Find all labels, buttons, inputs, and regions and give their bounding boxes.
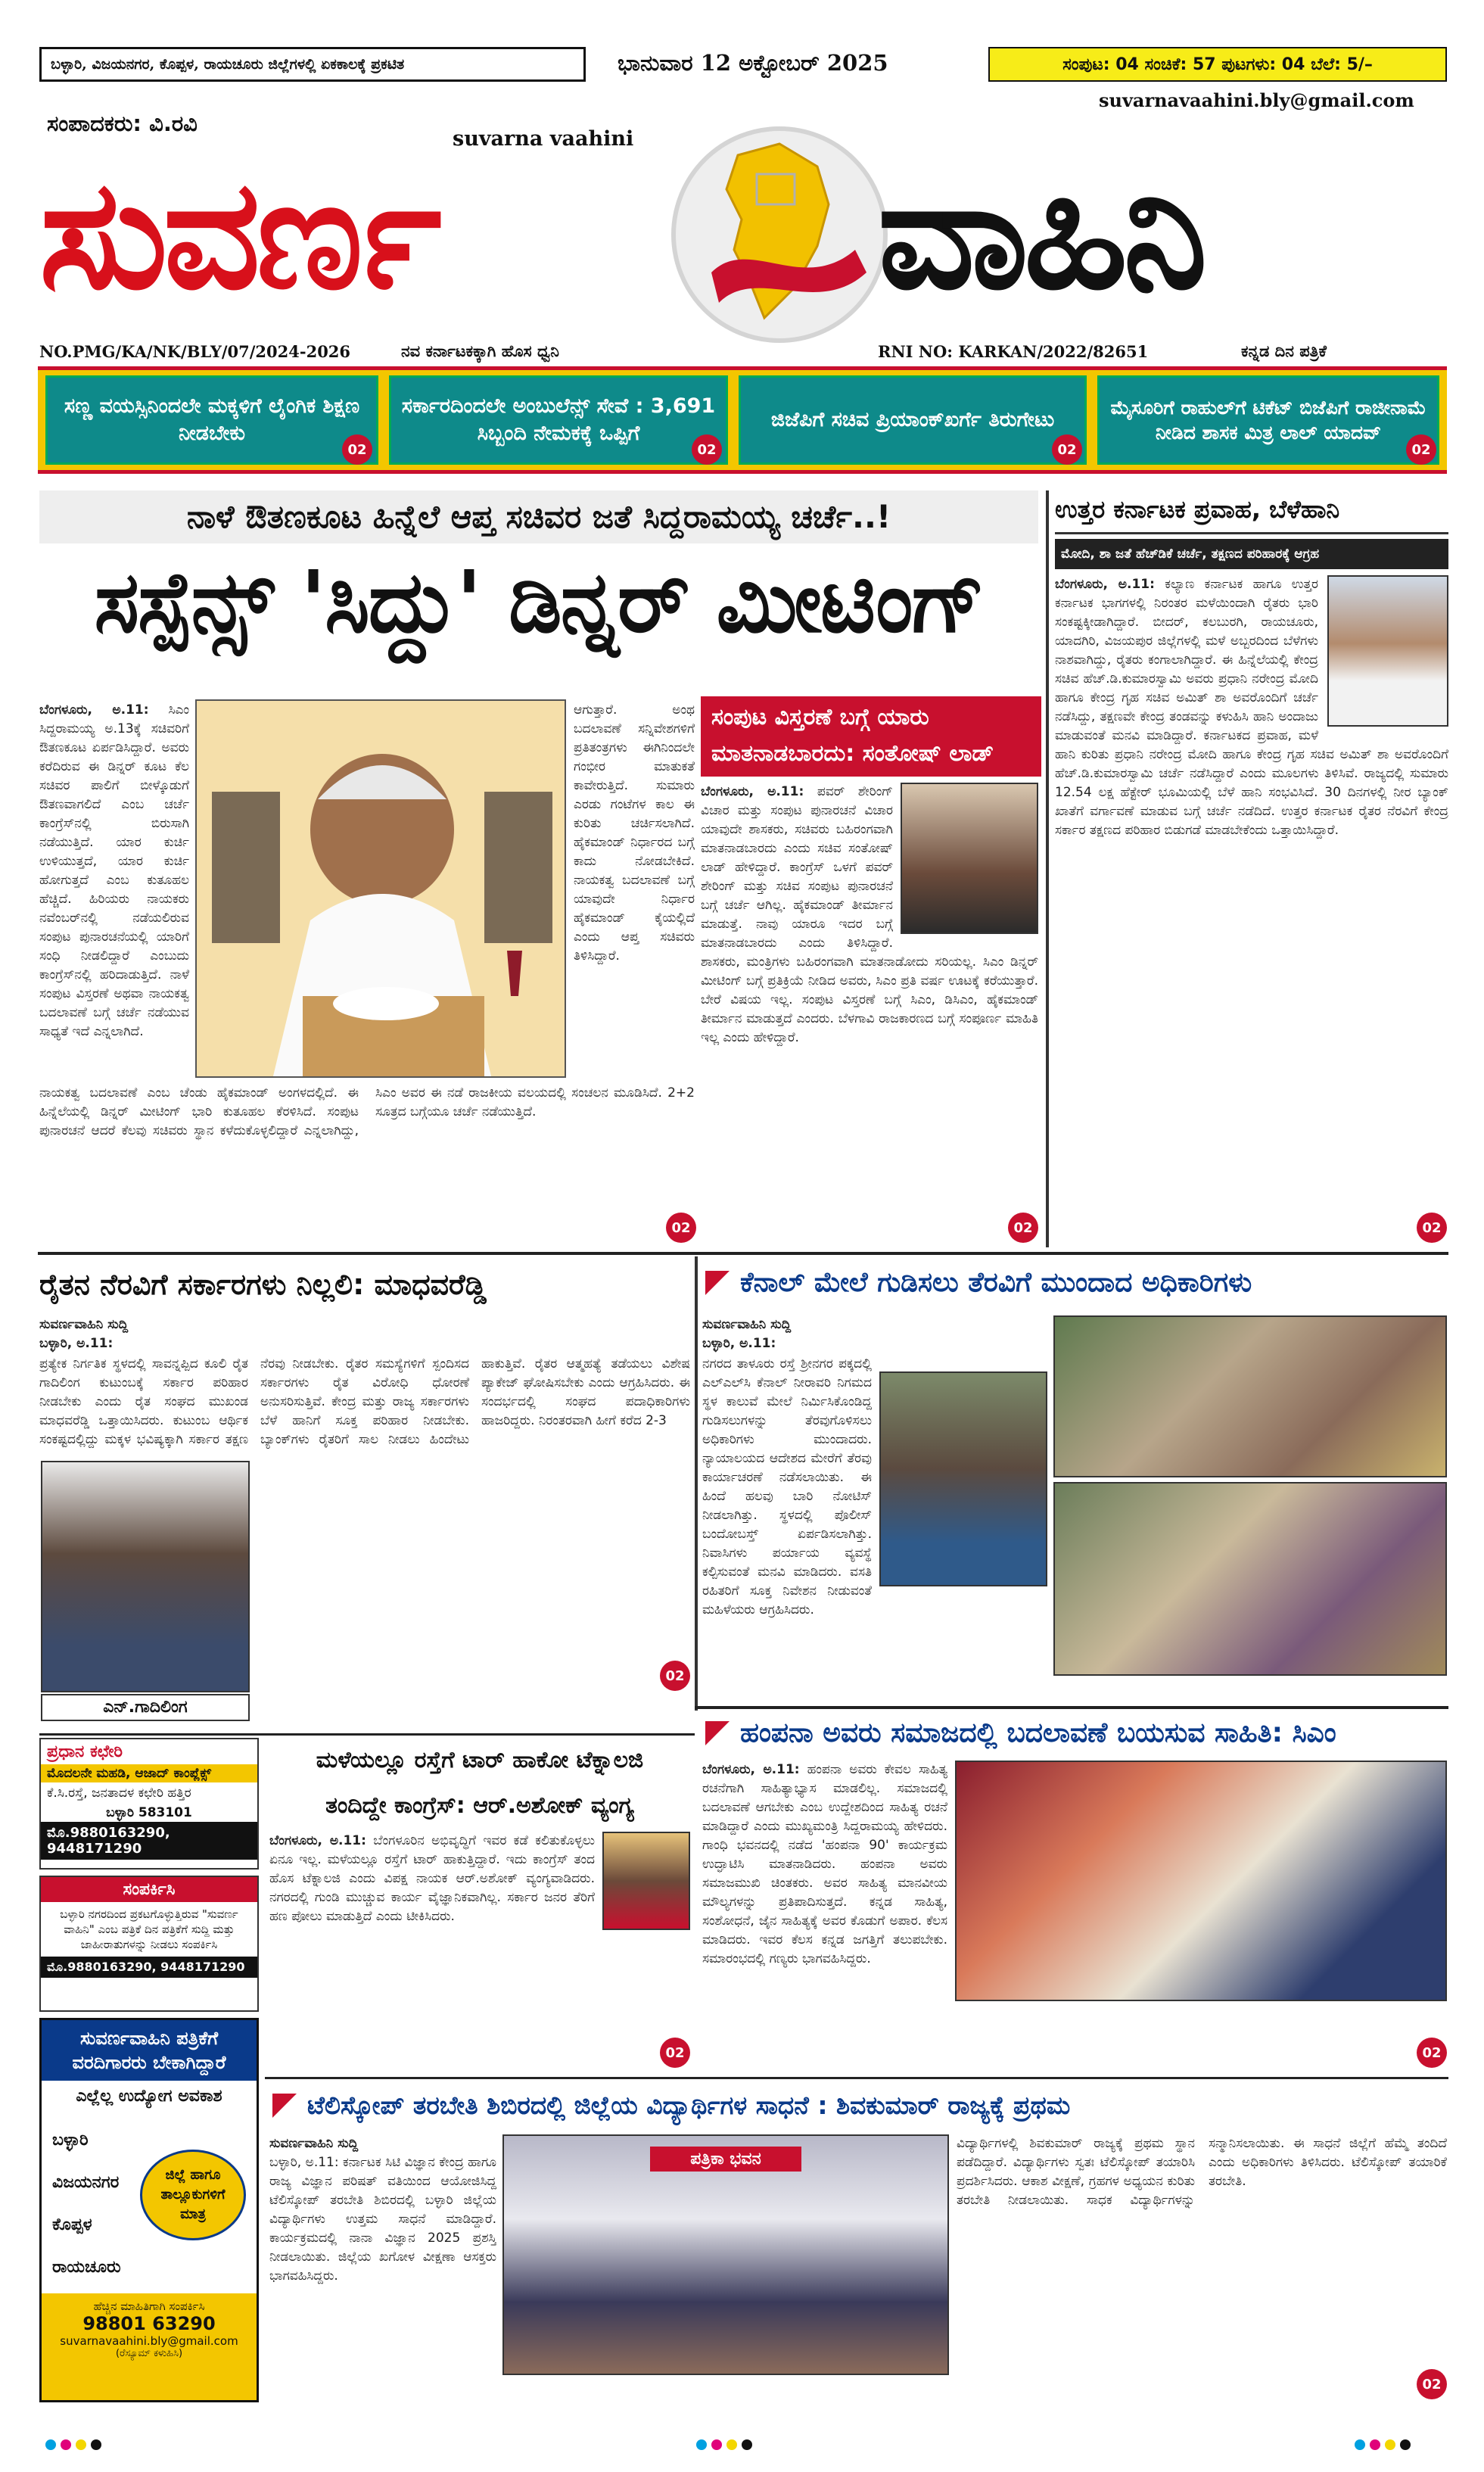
office-phone[interactable]: ಮೊ.9880163290, 9448171290 [41,1822,257,1860]
hampana-title [702,1712,1447,1754]
teaser-4-page-badge: 02 [1406,434,1436,465]
paper-type: ಕನ್ನಡ ದಿನ ಪತ್ರಿಕೆ [1241,342,1327,360]
section-rule-4 [265,2077,1448,2079]
lead-body-left [39,701,189,1079]
santhosh-dateline: ಬೆಂಗಳೂರು, ಅ.11: [701,784,804,799]
teaser-3[interactable] [739,375,1087,465]
telescope-title [269,2083,1447,2128]
office-line-3: ಬಳ್ಳಾರಿ 583101 [106,1805,192,1820]
teaser-2-text: ಸರ್ಕಾರದಿಂದಲೇ ಅಂಬುಲೆನ್ಸ್ ಸೇವೆ : 3,691 ಸಿಬ್ಬಂದಿ ನೇಮಕಕ್ಕೆ ಒಪ್ಪಿಗೆ [401,394,716,445]
edition-tagline: ಬಳ್ಳಾರಿ, ವಿಜಯನಗರ, ಕೊಪ್ಪಳ, ರಾಯಚೂರು ಜಿಲ್ಲೆಗಳಲ್ಲಿ ಏಕಕಾಲಕ್ಕೆ ಪ್ರಕಟಿತ [39,47,586,82]
santhosh-page-badge: 02 [1008,1213,1038,1243]
recruit-title [42,2020,257,2081]
lead-dateline: ಬೆಂಗಳೂರು, ಅ.11: [39,702,149,718]
issue-date: ಭಾನುವಾರ 12 ಅಕ್ಟೋಬರ್ 2025 [618,50,888,76]
teaser-4-text: ಮೈಸೂರಿಗೆ ರಾಹುಲ್‌ಗೆ ಟಿಕೆಟ್ ಬಿಜೆಪಿಗೆ ರಾಜೀನಾಮೆ ನೀಡಿದ ಶಾಸಕ ಮಿತ್ರ ಲಾಲ್ ಯಾದವ್ [1110,397,1426,444]
hdk-photo [1327,575,1448,727]
north-page-badge: 02 [1417,1213,1447,1243]
recruit-district-4: ರಾಯಚೂರು [52,2258,121,2277]
canal-source-text: ಸುವರ್ಣವಾಹಿನಿ ಸುದ್ದಿ [702,1317,792,1332]
ashok-title-line-2: ತಂದಿದ್ದೇ ಕಾಂಗ್ರೆಸ್: ಆರ್.ಅಶೋಕ್ ವ್ಯಂಗ್ಯ [325,1792,634,1819]
ashok-title-line-1: ಮಳೆಯಲ್ಲೂ ರಸ್ತೆಗೆ ಟಾರ್ ಹಾಕೋ ಟೆಕ್ನಾಲಜಿ [316,1747,644,1773]
ashok-photo [602,1832,690,1930]
telescope-body-left-text: ಬಳ್ಳಾರಿ, ಅ.11: ಕರ್ನಾಟಕ ಸಿಟಿ ವಿಜ್ಞಾನ ಕೇಂದ್ರ ಹಾಗೂ ರಾಜ್ಯ ವಿಜ್ಞಾನ ಪರಿಷತ್ ವತಿಯಿಂದ ಆಯೋಜಿಸಿದ್ದ ಟೆಲಿಸ್ಕೋಪ್ ತರಬೇತಿ ಶಿಬಿರದಲ್ಲಿ ಬಳ್ಳಾರಿ ಜಿಲ್ಲೆಯ ವಿದ್ಯಾರ್ಥಿಗಳು ಉತ್ತಮ ಸಾಧನೆ ಮಾಡಿದ್ದಾರೆ. ಕಾರ್ಯಕ್ರಮದಲ್ಲಿ ನಾನಾ ವಿಜ್ಞಾನ 2025 ಪ್ರಶಸ್ತಿ ನೀಡಲಾಯಿತು. ಜಿಲ್ಲೆಯ ಖಗೋಳ ವೀಕ್ಷಣಾ ಆಸಕ್ತರು ಭಾಗವಹಿಸಿದ್ದರು. [269,2155,496,2284]
office-line-2: ಕೆ.ಸಿ.ರಸ್ತೆ, ಜನತಾದಳ ಕಛೇರಿ ಹತ್ತಿರ [47,1786,191,1801]
hampana-body [702,1761,947,2068]
rni-no: RNI NO: KARKAN/2022/82651 [878,342,1149,361]
telescope-body-left [269,2134,496,2401]
north-title: ಉತ್ತರ ಕರ್ನಾಟಕ ಪ್ರವಾಹ, ಬೆಳೆಹಾನಿ [1055,495,1448,534]
recruit-districts [42,2112,257,2293]
teaser-1-text: ಸಣ್ಣ ವಯಸ್ಸಿನಿಂದಲೇ ಮಕ್ಕಳಿಗೆ ಲೈಂಗಿಕ ಶಿಕ್ಷಣ ನೀಡಬೇಕು [64,394,360,445]
teaser-3-page-badge: 02 [1052,434,1082,465]
brand-small: suvarna vaahini [453,127,634,151]
title-part-1: ಸುವರ್ಣ [39,147,437,323]
cm-dinner-cartoon-icon [197,701,566,1078]
contact-title: ಸಂಪರ್ಕಿಸಿ [41,1877,257,1902]
farmer-page-badge: 02 [660,1661,690,1691]
recruit-title-line-1: ಸುವರ್ಣವಾಹಿನಿ ಪತ್ರಿಕೆಗೆ [79,2028,219,2049]
registration-no: NO.PMG/KA/NK/BLY/07/2024-2026 [39,342,351,361]
farmer-source-text: ಸುವರ್ಣವಾಹಿನಿ ಸುದ್ದಿ [39,1317,129,1332]
telescope-banner: ಪತ್ರಿಕಾ ಭವನ [650,2147,801,2172]
santhosh-lad-photo [901,783,1038,934]
santhosh-title: ಸಂಪುಟ ವಿಸ್ತರಣೆ ಬಗ್ಗೆ ಯಾರು ಮಾತನಾಡಬಾರದು: ಸಂತೋಷ್ ಲಾಡ್ [701,696,1041,777]
registration-marks-right [1355,2439,1415,2453]
section-rule-3 [39,1733,695,1736]
canal-title [702,1261,1447,1305]
hampana-photo [955,1761,1447,2001]
contact-email[interactable]: suvarnavaahini.bly@gmail.com [1099,89,1414,111]
lead-body-left-text: ಸಿಎಂ ಸಿದ್ದರಾಮಯ್ಯ ಅ.13ಕ್ಕೆ ಸಚಿವರಿಗೆ ಔತಣಕೂಟ ಏರ್ಪಡಿಸಿದ್ದಾರೆ. ಅವರು ಕರೆದಿರುವ ಈ ಡಿನ್ನರ್ ಕೂಟ ಕೆಲ ಸಚಿವರ ಪಾಲಿಗೆ ಬೀಳ್ಕೊಡುಗೆ ಔತಣವಾಗಲಿದೆ ಎಂಬ ಚರ್ಚೆ ಕಾಂಗ್ರೆಸ್‌ನಲ್ಲಿ ಬಿರುಸಾಗಿ ನಡೆಯುತ್ತಿದೆ. ಯಾರ ಕುರ್ಚಿ ಉಳಿಯುತ್ತದೆ, ಯಾರ ಕುರ್ಚಿ ಹೋಗುತ್ತದೆ ಎಂಬ ಕುತೂಹಲ ಹೆಚ್ಚಿದೆ. ಹಿರಿಯರು ನಾಯಕರು ನವೆಂಬರ್‌ನಲ್ಲಿ ನಡೆಯಲಿರುವ ಸಂಪುಟ ಪುನಾರಚನೆಯಲ್ಲಿ ಯಾರಿಗೆ ಸಂಧಿ ನೀಡಲಿದ್ದಾರೆ ಎಂಬುದು ಕಾಂಗ್ರೆಸ್‌ನಲ್ಲಿ ಹರಿದಾಡುತ್ತಿದೆ. ನಾಳೆ ಸಂಪುಟ ವಿಸ್ತರಣೆ ಅಥವಾ ನಾಯಕತ್ವ ಬದಲಾವಣೆ ಬಗ್ಗೆ ಚರ್ಚೆ ನಡೆಯುವ ಸಾಧ್ಯತೆ ಇದೆ ಎನ್ನಲಾಗಿದೆ. [39,702,189,1039]
recruit-more: ಹೆಚ್ಚಿನ ಮಾಹಿತಿಗಾಗಿ ಸಂಪರ್ಕಿಸಿ [93,2299,205,2313]
recruit-email[interactable]: suvarnavaahini.bly@gmail.com [60,2334,238,2348]
column-divider-2 [695,1256,698,1711]
teaser-2[interactable] [389,375,728,465]
ashok-title [269,1738,690,1829]
ashok-page-badge: 02 [660,2038,690,2068]
recruit-note: (ರೆಸ್ಯೂಮ್ ಕಳುಹಿಸಿ) [115,2348,183,2359]
telescope-source: ಸುವರ್ಣವಾಹಿನಿ ಸುದ್ದಿ [269,2136,359,2151]
recruit-district-3: ಕೊಪ್ಪಳ [52,2215,92,2234]
office-title: ಪ್ರಧಾನ ಕಛೇರಿ [47,1742,123,1761]
office-box [39,1738,259,1870]
farmer-photo-caption: ಎನ್.ಗಾದಿಲಿಂಗ [41,1694,250,1721]
canal-photo-bottom [1053,1482,1447,1676]
office-line-1: ಮೊದಲನೇ ಮಹಡಿ, ಆಜಾದ್ ಕಾಂಪ್ಲೆಕ್ಸ್ [41,1764,257,1782]
triangle-marker-icon-2 [702,1718,733,1748]
editor-name: ಸಂಪಾದಕರು: ವಿ.ರವಿ [47,111,198,136]
triangle-marker-icon-3 [269,2091,300,2121]
recruit-phone[interactable]: 98801 63290 [82,2313,216,2334]
farmer-body: ಪ್ರತ್ಯೇಕ ನಿರ್ಗತಿಕ ಸ್ಥಳದಲ್ಲಿ ಸಾವನ್ನಪ್ಪಿದ ಕೂಲಿ ರೈತ ಗಾದಿಲಿಂಗ ಕುಟುಂಬಕ್ಕೆ ಸರ್ಕಾರ ಪರಿಹಾರ ನೀಡಬೇಕು ಎಂದು ರೈತ ಸಂಘದ ಮುಖಂಡ ಮಾಧವರೆಡ್ಡಿ ಒತ್ತಾಯಿಸಿದರು. ಕುಟುಂಬ ಆರ್ಥಿಕ ಸಂಕಷ್ಟದಲ್ಲಿದ್ದು ಮಕ್ಕಳ ಭವಿಷ್ಯಕ್ಕಾಗಿ ಸರ್ಕಾರ ತಕ್ಷಣ ನೆರವು ನೀಡಬೇಕು. ರೈತರ ಸಮಸ್ಯೆಗಳಿಗೆ ಸ್ಪಂದಿಸದ ಸರ್ಕಾರಗಳು ರೈತ ವಿರೋಧಿ ಧೋರಣೆ ಅನುಸರಿಸುತ್ತಿವೆ. ಕೇಂದ್ರ ಮತ್ತು ರಾಜ್ಯ ಸರ್ಕಾರಗಳು ಬೆಳೆ ಹಾನಿಗೆ ಸೂಕ್ತ ಪರಿಹಾರ ನೀಡಬೇಕು. ಬ್ಯಾಂಕ್‌ಗಳು ರೈತರಿಗೆ ಸಾಲ ನೀಡಲು ಹಿಂದೇಟು ಹಾಕುತ್ತಿವೆ. ರೈತರ ಆತ್ಮಹತ್ಯೆ ತಡೆಯಲು ವಿಶೇಷ ಪ್ಯಾಕೇಜ್ ಘೋಷಿಸಬೇಕು ಎಂದು ಆಗ್ರಹಿಸಿದರು. ಈ ಸಂದರ್ಭದಲ್ಲಿ ಸಂಘದ ಪದಾಧಿಕಾರಿಗಳು ಹಾಜರಿದ್ದರು. ನಿರಂತರವಾಗಿ ಹೀಗೆ ಕರೆದ 2-3 [39,1356,690,1447]
lead-page-badge: 02 [666,1213,696,1243]
north-dateline: ಬೆಂಗಳೂರು, ಅ.11: [1055,577,1155,592]
canal-title-text: ಕೆನಾಲ್ ಮೇಲೆ ಗುಡಿಸಲು ತೆರವಿಗೆ ಮುಂದಾದ ಅಧಿಕಾರಿಗಳು [740,1267,1252,1298]
canal-body: ನಗರದ ತಾಳೂರು ರಸ್ತೆ ಶ್ರೀನಗರ ಪಕ್ಕದಲ್ಲಿ ಎಲ್‌ಎಲ್‌ಸಿ ಕೆನಾಲ್ ನೀರಾವರಿ ನಿಗಮದ ಸ್ಥಳ ಕಾಲುವೆ ಮೇಲೆ ನಿರ್ಮಿಸಿಕೊಂಡಿದ್ದ ಗುಡಿಸಲುಗಳನ್ನು ತೆರವುಗೊಳಿಸಲು ಅಧಿಕಾರಿಗಳು ಮುಂದಾದರು. ನ್ಯಾಯಾಲಯದ ಆದೇಶದ ಮೇರೆಗೆ ತೆರವು ಕಾರ್ಯಾಚರಣೆ ನಡೆಸಲಾಯಿತು. ಈ ಹಿಂದೆ ಹಲವು ಬಾರಿ ನೋಟಿಸ್ ನೀಡಲಾಗಿತ್ತು. ಸ್ಥಳದಲ್ಲಿ ಪೊಲೀಸ್ ಬಂದೋಬಸ್ತ್ ಏರ್ಪಡಿಸಲಾಗಿತ್ತು. ನಿವಾಸಿಗಳು ಪರ್ಯಾಯ ವ್ಯವಸ್ಥೆ ಕಲ್ಪಿಸುವಂತೆ ಮನವಿ ಮಾಡಿದರು. ವಸತಿ ರಹಿತರಿಗೆ ಸೂಕ್ತ ನಿವೇಶನ ನೀಡುವಂತೆ ಮಹಿಳೆಯರು ಆಗ್ರಹಿಸಿದರು. [702,1356,872,1617]
lead-headline: ಸಸ್ಪೆನ್ಸ್ 'ಸಿದ್ದು' ಡಿನ್ನರ್ ಮೀಟಿಂಗ್ [94,553,984,652]
farmer-photo [41,1461,250,1692]
recruit-sub: ಎಲ್ಲೆಲ್ಲ ಉದ್ಯೋಗ ಅವಕಾಶ [42,2081,257,2112]
recruit-district-2: ವಿಜಯನಗರ [52,2173,120,2192]
canal-photo-top [1053,1315,1447,1477]
recruit-oval: ಜಿಲ್ಲೆ ಹಾಗೂ ತಾಲ್ಲೂಕುಗಳಿಗೆ ಮಾತ್ರ [140,2150,246,2240]
contact-phone[interactable]: ಮೊ.9880163290, 9448171290 [41,1957,257,1978]
santhosh-text: ಪವರ್ ಶೇರಿಂಗ್ ವಿಚಾರ ಮತ್ತು ಸಂಪುಟ ಪುನಾರಚನೆ ವಿಚಾರ ಯಾವುದೇ ಶಾಸಕರು, ಸಚಿವರು ಬಹಿರಂಗವಾಗಿ ಮಾತನಾಡಬಾರದು ಎಂದು ಸಚಿವ ಸಂತೋಷ್ ಲಾಡ್ ಹೇಳಿದ್ದಾರೆ. ಕಾಂಗ್ರೆಸ್ ಒಳಗೆ ಪವರ್ ಶೇರಿಂಗ್ ಮತ್ತು ಸಚಿವ ಸಂಪುಟ ಪುನಾರಚನೆ ಬಗ್ಗೆ ಚರ್ಚೆ ಆಗಿಲ್ಲ. ಹೈಕಮಾಂಡ್ ತೀರ್ಮಾನ ಮಾಡುತ್ತೆ. ನಾವು ಯಾರೂ ಇದರ ಬಗ್ಗೆ ಮಾತನಾಡಬಾರದು ಎಂದು ತಿಳಿಸಿದ್ದಾರೆ. ಶಾಸಕರು, ಮಂತ್ರಿಗಳು ಬಹಿರಂಗವಾಗಿ ಮಾತನಾಡೋದು ಸರಿಯಲ್ಲ. ಸಿಎಂ ಡಿನ್ನರ್ ಮೀಟಿಂಗ್ ಬಗ್ಗೆ ಪ್ರತಿಕ್ರಿಯೆ ನೀಡಿದ ಅವರು, ಸಿಎಂ ಪ್ರತಿ ವರ್ಷ ಊಟಕ್ಕೆ ಕರೆಯುತ್ತಾರೆ. ಬೇರೆ ವಿಷಯ ಇಲ್ಲ. ಸಂಪುಟ ವಿಸ್ತರಣೆ ಬಗ್ಗೆ ಸಿಎಂ, ಡಿಸಿಎಂ, ಹೈಕಮಾಂಡ್ ತೀರ್ಮಾನ ಮಾಡುತ್ತದೆ ಎಂದರು. ಬೆಳಗಾವಿ ರಾಜಕಾರಣದ ಬಗ್ಗೆ ಸಂಪೂರ್ಣ ಮಾಹಿತಿ ಇಲ್ಲ ಎಂದು ಹೇಳಿದ್ದಾರೆ. [701,784,1038,1045]
section-rule-2 [695,1706,1448,1709]
north-subtitle: ಮೋದಿ, ಶಾ ಜತೆ ಹೆಚ್‌ಡಿಕೆ ಚರ್ಚೆ, ತಕ್ಷಣದ ಪರಿಹಾರಕ್ಕೆ ಆಗ್ರಹ [1055,539,1448,569]
contact-body: ಬಳ್ಳಾರಿ ನಗರದಿಂದ ಪ್ರಕಟಗೊಳ್ಳುತ್ತಿರುವ "ಸುವರ್ಣ ವಾಹಿನಿ" ಎಂಬ ಪತ್ರಿಕೆ ದಿನ ಪತ್ರಿಕೆಗೆ ಸುದ್ದಿ ಮತ್ತು ಜಾಹೀರಾತುಗಳನ್ನು ನೀಡಲು ಸಂಪರ್ಕಿಸಿ [60,1907,238,1951]
slogan: ನವ ಕರ್ನಾಟಕಕ್ಕಾಗಿ ಹೊಸ ಧ್ವನಿ [401,342,559,360]
north-body [1055,575,1448,1219]
section-rule [38,1252,1448,1255]
hampana-dateline: ಬೆಂಗಳೂರು, ಅ.11: [702,1762,800,1777]
north-text: ಕಲ್ಯಾಣ ಕರ್ನಾಟಕ ಹಾಗೂ ಉತ್ತರ ಕರ್ನಾಟಕ ಭಾಗಗಳಲ್ಲಿ ನಿರಂತರ ಮಳೆಯಿಂದಾಗಿ ರೈತರು ಭಾರಿ ಸಂಕಷ್ಟಕ್ಕೀಡಾಗಿದ್ದಾರೆ. ಬೀದರ್, ಕಲಬುರಗಿ, ರಾಯಚೂರು, ಯಾದಗಿರಿ, ವಿಜಯಪುರ ಜಿಲ್ಲೆಗಳಲ್ಲಿ ಮಳೆ ಅಬ್ಬರದಿಂದ ಬೆಳೆಗಳು ನಾಶವಾಗಿದ್ದು, ರೈತರು ಕಂಗಾಲಾಗಿದ್ದಾರೆ. ಈ ಹಿನ್ನೆಲೆಯಲ್ಲಿ ಕೇಂದ್ರ ಸಚಿವ ಹೆಚ್.ಡಿ.ಕುಮಾರಸ್ವಾಮಿ ಅವರು ಪ್ರಧಾನಿ ನರೇಂದ್ರ ಮೋದಿ ಹಾಗೂ ಕೇಂದ್ರ ಗೃಹ ಸಚಿವ ಅಮಿತ್ ಶಾ ಅವರೊಂದಿಗೆ ಚರ್ಚೆ ನಡೆಸಿದ್ದು, ತಕ್ಷಣವೇ ಕೇಂದ್ರ ತಂಡವನ್ನು ಕಳುಹಿಸಿ ಹಾನಿ ಅಂದಾಜು ಮಾಡುವಂತೆ ಮನವಿ ಮಾಡಿದ್ದಾರೆ. ಕರ್ನಾಟಕದ ಪ್ರವಾಹ, ಮಳೆ ಹಾನಿ ಕುರಿತು ಪ್ರಧಾನಿ ನರೇಂದ್ರ ಮೋದಿ ಹಾಗೂ ಕೇಂದ್ರ ಗೃಹ ಸಚಿವ ಅಮಿತ್ ಶಾ ಅವರೊಂದಿಗೆ ಹೆಚ್.ಡಿ.ಕುಮಾರಸ್ವಾಮಿ ಚರ್ಚೆ ನಡೆಸಿದ್ದಾರೆ ಎಂದು ಮೂಲಗಳು ತಿಳಿಸಿವೆ. ರಾಜ್ಯದಲ್ಲಿ ಸುಮಾರು 12.54 ಲಕ್ಷ ಹೆಕ್ಟೇರ್ ಭೂಮಿಯಲ್ಲಿ ಬೆಳೆ ಹಾನಿ ಸಂಭವಿಸಿದೆ. 30 ದಿನಗಳಲ್ಲಿ ನೀರ ಬ್ಯಾಂಕ್ ಖಾತೆಗೆ ವರ್ಗಾವಣೆ ಮಾಡುವ ಬಗ್ಗೆ ಚರ್ಚೆ ನಡೆದಿದೆ. ಉತ್ತರ ಕರ್ನಾಟಕ ರೈತರ ನೆರವಿಗೆ ಕೇಂದ್ರ ಸರ್ಕಾರ ತಕ್ಷಣದ ಪರಿಹಾರ ಬಿಡುಗಡೆ ಮಾಡಬೇಕೆಂದು ಒತ್ತಾಯಿಸಿದ್ದಾರೆ. [1055,577,1448,838]
telescope-body-right: ವಿದ್ಯಾರ್ಥಿಗಳಲ್ಲಿ ಶಿವಕುಮಾರ್ ರಾಜ್ಯಕ್ಕೆ ಪ್ರಥಮ ಸ್ಥಾನ ಪಡೆದಿದ್ದಾರೆ. ವಿದ್ಯಾರ್ಥಿಗಳು ಸ್ವತಃ ಟೆಲಿಸ್ಕೋಪ್ ತಯಾರಿಸಿ ಪ್ರದರ್ಶಿಸಿದರು. ಆಕಾಶ ವೀಕ್ಷಣೆ, ಗ್ರಹಗಳ ಅಧ್ಯಯನ ಕುರಿತು ತರಬೇತಿ ನೀಡಲಾಯಿತು. ಸಾಧಕ ವಿದ್ಯಾರ್ಥಿಗಳನ್ನು ಸನ್ಮಾನಿಸಲಾಯಿತು. ಈ ಸಾಧನೆ ಜಿಲ್ಲೆಗೆ ಹೆಮ್ಮೆ ತಂದಿದೆ ಎಂದು ಅಧಿಕಾರಿಗಳು ತಿಳಿಸಿದರು. ಟೆಲಿಸ್ಕೋಪ್ ತಯಾರಿಕೆ ತರಬೇತಿ. [957,2136,1447,2208]
canal-photo-left [879,1371,1047,1586]
contact-box [39,1876,259,2012]
ashok-text: ಬೆಂಗಳೂರಿನ ಅಭಿವೃದ್ಧಿಗೆ ಇವರ ಕಡೆ ಕಲಿತುಕೊಳ್ಳಲು ಏನೂ ಇಲ್ಲ. ಮಳೆಯಲ್ಲೂ ರಸ್ತೆಗೆ ಟಾರ್ ಹಾಕುತ್ತಿದ್ದಾರೆ. ಇದು ಕಾಂಗ್ರೆಸ್ ತಂದ ಹೊಸ ಟೆಕ್ನಾಲಜಿ ಎಂದು ವಿಪಕ್ಷ ನಾಯಕ ಆರ್.ಅಶೋಕ್ ವ್ಯಂಗ್ಯವಾಡಿದರು. ನಗರದಲ್ಲಿ ಗುಂಡಿ ಮುಚ್ಚುವ ಕಾರ್ಯ ವೈಜ್ಞಾನಿಕವಾಗಿಲ್ಲ. ಸರ್ಕಾರ ಜನರ ತೆರಿಗೆ ಹಣ ಪೋಲು ಮಾಡುತ್ತಿದೆ ಎಂದು ಟೀಕಿಸಿದರು. [269,1833,595,1924]
farmer-dateline: ಬಳ್ಳಾರಿ, ಅ.11: [39,1336,114,1351]
hampana-page-badge: 02 [1417,2038,1447,2068]
telescope-title-text: ಟೆಲಿಸ್ಕೋಪ್ ತರಬೇತಿ ಶಿಬಿರದಲ್ಲಿ ಜಿಲ್ಲೆಯ ವಿದ್ಯಾರ್ಥಿಗಳ ಸಾಧನೆ : ಶಿವಕುಮಾರ್ ರಾಜ್ಯಕ್ಕೆ ಪ್ರಥಮ [307,2091,1071,2120]
lead-cartoon [195,699,566,1078]
registration-marks-center [696,2439,757,2453]
canal-source [702,1315,1005,1353]
title-part-2: ವಾಹಿನಿ [878,147,1203,323]
teaser-2-page-badge: 02 [692,434,722,465]
telescope-photo [502,2134,949,2375]
santhosh-body [701,783,1038,1217]
lead-kicker: ನಾಳೆ ಔತಣಕೂಟ ಹಿನ್ನೆಲೆ ಆಪ್ತ ಸಚಿವರ ಜತೆ ಸಿದ್ದರಾಮಯ್ಯ ಚರ್ಚೆ..! [39,490,1038,543]
column-divider [1046,490,1049,1247]
hampana-title-text: ಹಂಪನಾ ಅವರು ಸಮಾಜದಲ್ಲಿ ಬದಲಾವಣೆ ಬಯಸುವ ಸಾಹಿತಿ: ಸಿಎಂ [740,1717,1336,1748]
triangle-marker-icon [702,1268,733,1298]
teaser-4[interactable] [1097,375,1439,465]
canal-dateline: ಬಳ್ಳಾರಿ, ಅ.11: [702,1336,776,1351]
ashok-body [269,1832,690,2072]
teaser-1-page-badge: 02 [342,434,372,465]
recruit-box [39,2018,259,2402]
recruit-district-1: ಬಳ್ಳಾರಿ [52,2131,89,2150]
farmer-source [39,1315,213,1353]
registration-marks-left [45,2439,106,2453]
lead-body-bottom: ನಾಯಕತ್ವ ಬದಲಾವಣೆ ಎಂಬ ಚೆಂಡು ಹೈಕಮಾಂಡ್ ಅಂಗಳದಲ್ಲಿದೆ. ಈ ಹಿನ್ನೆಲೆಯಲ್ಲಿ ಡಿನ್ನರ್ ಮೀಟಿಂಗ್ ಭಾರಿ ಕುತೂಹಲ ಕೆರಳಿಸಿದೆ. ಸಂಪುಟ ಪುನಾರಚನೆ ಆದರೆ ಕೆಲವು ಸಚಿವರು ಸ್ಥಾನ ಕಳೆದುಕೊಳ್ಳಲಿದ್ದಾರೆ ಎನ್ನಲಾಗಿದ್ದು, ಸಿಎಂ ಅವರ ಈ ನಡೆ ರಾಜಕೀಯ ವಲಯದಲ್ಲಿ ಸಂಚಲನ ಮೂಡಿಸಿದೆ. 2+2 ಸೂತ್ರದ ಬಗ್ಗೆಯೂ ಚರ್ಚೆ ನಡೆಯುತ್ತಿದೆ. [39,1085,695,1138]
hampana-text: ಹಂಪನಾ ಅವರು ಕೇವಲ ಸಾಹಿತ್ಯ ರಚನೆಗಾಗಿ ಸಾಹಿತ್ಯಾಭ್ಯಾಸ ಮಾಡಲಿಲ್ಲ. ಸಮಾಜದಲ್ಲಿ ಬದಲಾವಣೆ ಆಗಬೇಕು ಎಂಬ ಉದ್ದೇಶದಿಂದ ಸಾಹಿತ್ಯ ರಚನೆ ಮಾಡಿದ್ದಾರೆ ಎಂದು ಮುಖ್ಯಮಂತ್ರಿ ಸಿದ್ದರಾಮಯ್ಯ ಹೇಳಿದರು. ಗಾಂಧಿ ಭವನದಲ್ಲಿ ನಡೆದ 'ಹಂಪನಾ 90' ಕಾರ್ಯಕ್ರಮ ಉದ್ಘಾಟಿಸಿ ಮಾತನಾಡಿದರು. ಹಂಪನಾ ಅವರು ಸಮಾಜಮುಖಿ ಚಿಂತಕರು. ಅವರ ಸಾಹಿತ್ಯ ಮಾನವೀಯ ಮೌಲ್ಯಗಳನ್ನು ಪ್ರತಿಪಾದಿಸುತ್ತದೆ. ಕನ್ನಡ ಸಾಹಿತ್ಯ, ಸಂಶೋಧನೆ, ಜೈನ ಸಾಹಿತ್ಯಕ್ಕೆ ಅವರ ಕೊಡುಗೆ ಅಪಾರ. ಕೆಲಸ ಮಾಡಿದರು. ಇವರ ಕೆಲಸ ಕನ್ನಡ ಜಗತ್ತಿಗೆ ತಲುಪಬೇಕು. ಸಮಾರಂಭದಲ್ಲಿ ಗಣ್ಯರು ಭಾಗವಹಿಸಿದ್ದರು. [702,1762,947,1966]
recruit-title-line-2: ವರದಿಗಾರರು ಬೇಕಾಗಿದ್ದಾರೆ [72,2052,226,2073]
telescope-page-badge: 02 [1417,2369,1447,2399]
lead-body-right: ಆಗುತ್ತಾರೆ. ಅಂಥ ಬದಲಾವಣೆ ಸನ್ನಿವೇಶಗಳಿಗೆ ಪ್ರತಿತಂತ್ರಗಳು ಈಗಿನಿಂದಲೇ ಗಂಭೀರ ಮಾತುಕತೆ ಕಾವೇರುತ್ತಿದೆ. ಸುಮಾರು ಎರಡು ಗಂಟೆಗಳ ಕಾಲ ಈ ಕುರಿತು ಚರ್ಚಿಸಲಾಗಿದೆ. ಹೈಕಮಾಂಡ್ ನಿರ್ಧಾರದ ಬಗ್ಗೆ ಕಾದು ನೋಡಬೇಕಿದೆ. ನಾಯಕತ್ವ ಬದಲಾವಣೆ ಬಗ್ಗೆ ಯಾವುದೇ ನಿರ್ಧಾರ ಹೈಕಮಾಂಡ್ ಕೈಯಲ್ಲಿದೆ ಎಂದು ಆಪ್ತ ಸಚಿವರು ತಿಳಿಸಿದ್ದಾರೆ. [574,702,695,964]
teaser-3-text: ಜಿಜೆಪಿಗೆ ಸಚಿವ ಪ್ರಿಯಾಂಕ್‌ಖರ್ಗೆ ತಿರುಗೇಟು [770,408,1055,431]
ashok-dateline: ಬೆಂಗಳೂರು, ಅ.11: [269,1833,366,1848]
teaser-1[interactable] [45,375,378,465]
farmer-title: ರೈತನ ನೆರವಿಗೆ ಸರ್ಕಾರಗಳು ನಿಲ್ಲಲಿ: ಮಾಧವರೆಡ್ಡಿ [39,1268,487,1301]
issue-info: ಸಂಪುಟ: 04 ಸಂಚಿಕೆ: 57 ಪುಟಗಳು: 04 ಬೆಲೆ: 5/– [988,47,1447,82]
